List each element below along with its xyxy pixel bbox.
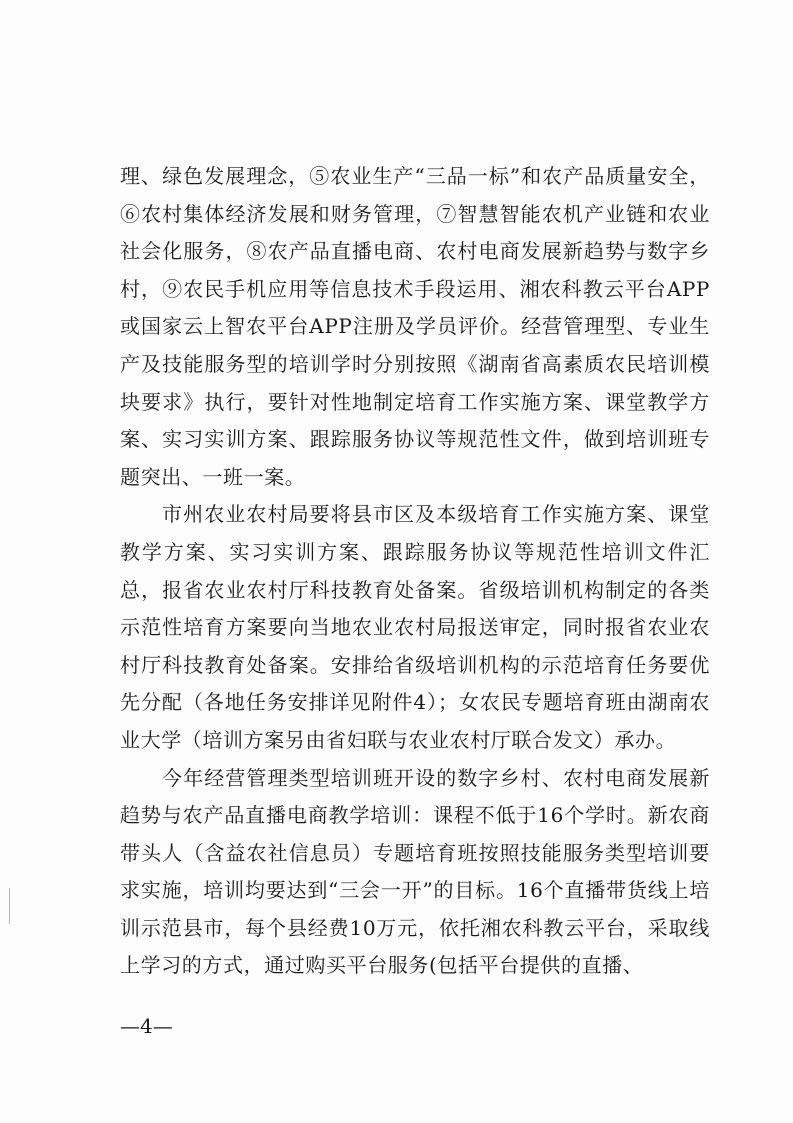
- paragraph-filing-requirements: 市州农业农村局要将县市区及本级培育工作实施方案、课堂教学方案、实习实训方案、跟踪服务协议等规范性培训文件汇总，报省农业农村厅科技教育处备案。省级培训机构制定的各类示范性培育方案要向当地农业农村局报送审定，同时报省农业农村厅科技教育处备案。安排给省级培训机构的示范培育任务要优先分配（各地任务安排详见附件4）；女农民专题培育班由湖南农业大学（培训方案另由省妇联与农业农村厅联合发文）承办。: [120, 502, 710, 752]
- scan-margin-mark: [9, 888, 10, 924]
- paragraph-ecommerce-training: 今年经营管理类型培训班开设的数字乡村、农村电商发展新趋势与农产品直播电商教学培训：课程不低于16个学时。新农商带头人（含益农社信息员）专题培育班按照技能服务类型培训要求实施，培训均要达到“三会一开”的目标。16个直播带货线上培训示范县市，每个县经费10万元，依托湘农科教云平台，采取线上学习的方式，通过购买平台服务(包括平台提供的直播、: [120, 765, 710, 978]
- paragraph-continuation: 理、绿色发展理念，⑤农业生产“三品一标”和农产品质量安全，⑥农村集体经济发展和财务管理，⑦智慧智能农机产业链和农业社会化服务，⑧农产品直播电商、农村电商发展新趋势与数字乡村，⑨农民手机应用等信息技术手段运用、湘农科教云平台APP或国家云上智农平台APP注册及学员评价。经营管理型、专业生产及技能服务型的培训学时分别按照《湖南省高素质农民培训模块要求》执行，要针对性地制定培育工作实施方案、课堂教学方案、实习实训方案、跟踪服务协议等规范性文件，做到培训班专题突出、一班一案。: [120, 164, 710, 489]
- body-text: [120, 158, 710, 985]
- page-number: —4—: [120, 1014, 173, 1038]
